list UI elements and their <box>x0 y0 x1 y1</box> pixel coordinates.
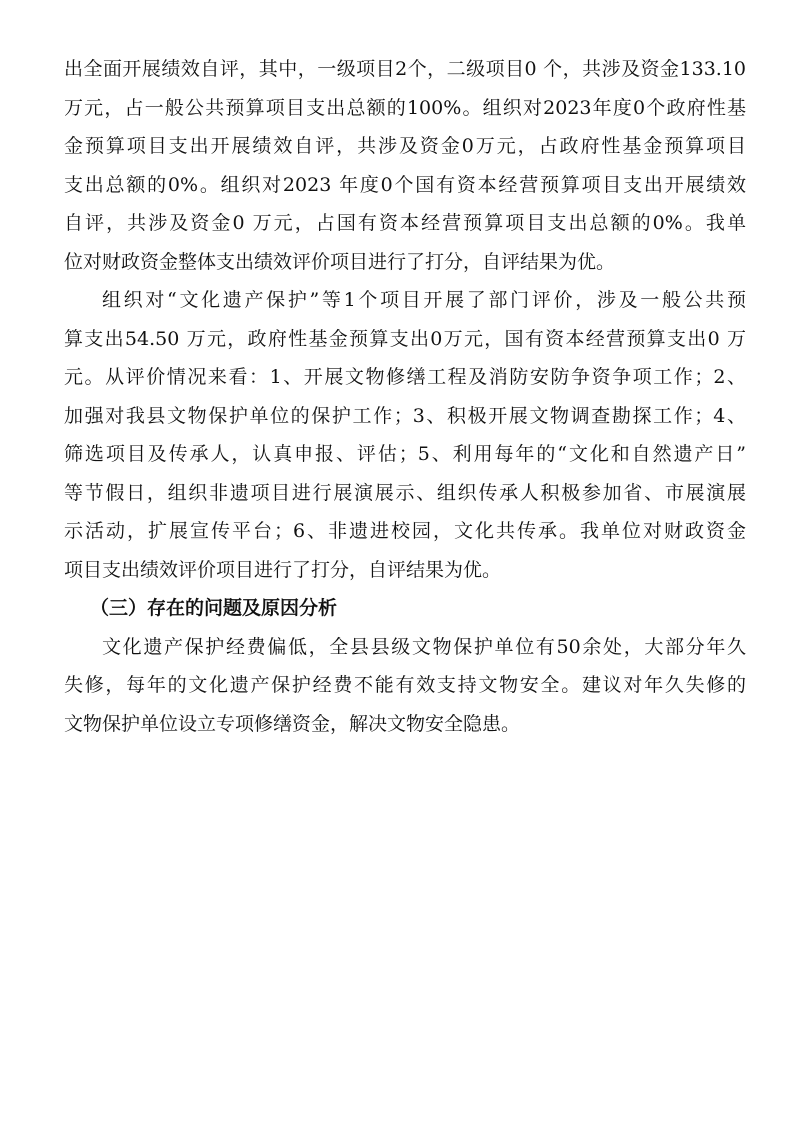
text-line: 自评，共涉及资金0 万元，占国有资本经营预算项目支出总额的0%。我单 <box>64 212 746 234</box>
text-line: 组织对“文化遗产保护”等1个项目开展了部门评价，涉及一般公共预 <box>102 289 746 311</box>
text-line: 等节假日，组织非遗项目进行展演展示、组织传承人积极参加省、市展演展 <box>64 481 746 504</box>
text-line: 失修，每年的文化遗产保护经费不能有效支持文物安全。建议对年久失修的 <box>64 674 746 696</box>
text-line: 出全面开展绩效自评，其中，一级项目2个，二级项目0 个，共涉及资金133.10 <box>64 58 746 80</box>
text-line: 万元，占一般公共预算项目支出总额的100%。组织对2023年度0个政府性基 <box>64 96 746 119</box>
text-line: 筛选项目及传承人，认真申报、评估；5、利用每年的“文化和自然遗产日” <box>64 443 746 465</box>
paragraph-self-evaluation <box>64 50 746 281</box>
paragraph-department-evaluation <box>64 281 746 589</box>
text-line: 加强对我县文物保护单位的保护工作；3、积极开展文物调查勘探工作；4、 <box>64 404 746 427</box>
document-body <box>64 50 746 743</box>
paragraph-problems <box>64 628 746 744</box>
text-line: 文物保护单位设立专项修缮资金，解决文物安全隐患。 <box>64 712 521 735</box>
text-line: 文化遗产保护经费偏低，全县县级文物保护单位有50余处，大部分年久 <box>102 635 746 658</box>
text-line: 元。从评价情况来看：1、开展文物修缮工程及消防安防争资争项工作；2、 <box>64 366 746 388</box>
section-heading: （三）存在的问题及原因分析 <box>90 597 338 619</box>
text-line: 支出总额的0%。组织对2023 年度0个国有资本经营预算项目支出开展绩效 <box>64 173 746 196</box>
text-line: 示活动，扩展宣传平台；6、非遗进校园，文化共传承。我单位对财政资金 <box>64 520 746 542</box>
text-line: 项目支出绩效评价项目进行了打分，自评结果为优。 <box>64 558 502 581</box>
text-line: 位对财政资金整体支出绩效评价项目进行了打分，自评结果为优。 <box>64 250 616 273</box>
text-line: 算支出54.50 万元，政府性基金预算支出0万元，国有资本经营预算支出0 万 <box>64 327 746 350</box>
text-line: 金预算项目支出开展绩效自评，共涉及资金0万元，占政府性基金预算项目 <box>64 135 746 157</box>
